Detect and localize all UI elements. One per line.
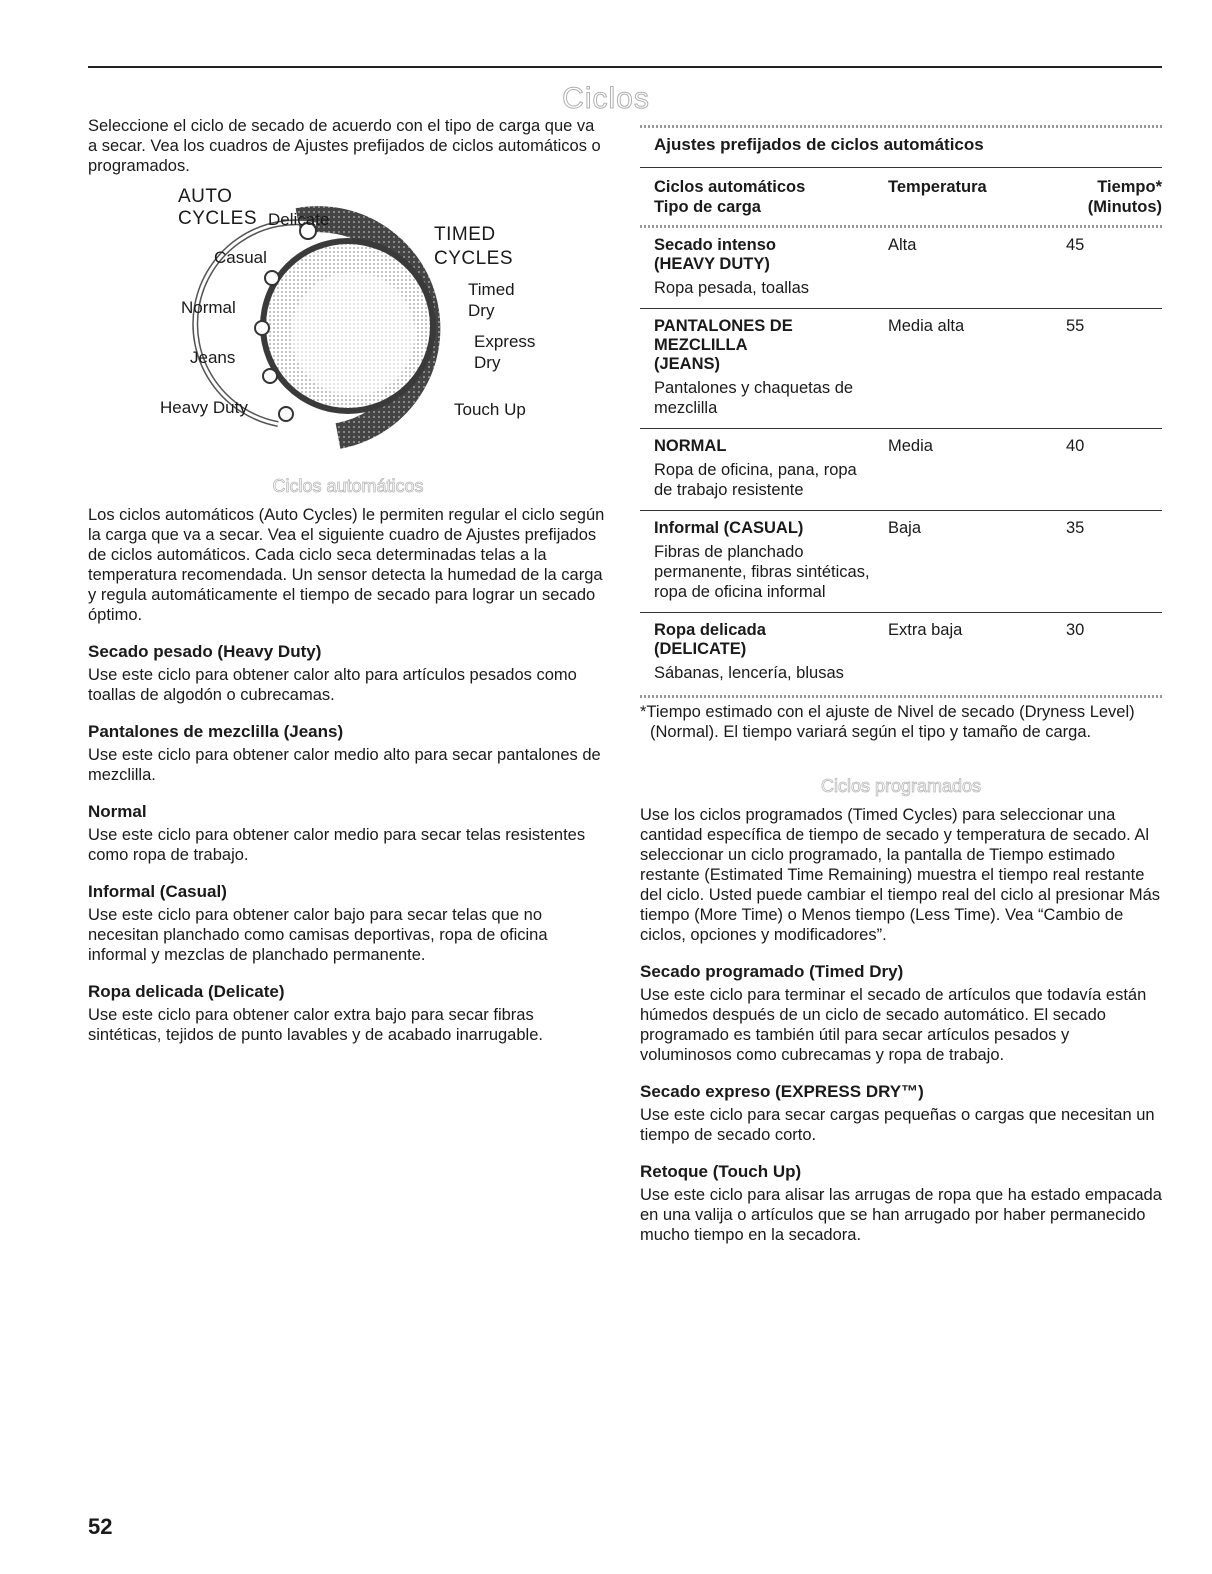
section-body: Use este ciclo para obtener calor bajo para secar telas que no necesitan planchado como camisas deportivas, ropa de oficina informal y mezclas de planchado permanente.: [88, 906, 548, 964]
dial-label-timed-dry-1: Timed: [468, 280, 515, 299]
row-description: Pantalones y chaquetas de mezclilla: [654, 379, 854, 417]
row-name: PANTALONES DE: [654, 317, 793, 335]
section-title: Secado programado (Timed Dry): [640, 962, 904, 981]
row-description: Ropa pesada, toallas: [654, 279, 810, 297]
row-name: NORMAL: [654, 437, 727, 455]
dial-label-touch-up: Touch Up: [454, 400, 526, 419]
dial-label-timed-dry-2: Dry: [468, 301, 495, 320]
dial-label-auto: AUTO: [178, 186, 233, 207]
section-jeans: [88, 721, 608, 785]
header-load-type: Tipo de carga: [654, 198, 761, 216]
table-row: [640, 228, 1162, 309]
section-body: Use este ciclo para terminar el secado de artículos que todavía están húmedos después de un ciclo de secado automático. El secado programado es también útil para secar artículos pesados y voluminosos como cubrecamas y ropa de trabajo.: [640, 986, 1147, 1064]
dial-label-delicate: Delicate: [268, 210, 330, 229]
section-casual: [88, 881, 608, 965]
section-body: Use este ciclo para obtener calor medio para secar telas resistentes como ropa de trabajo.: [88, 826, 586, 864]
table-row: [640, 613, 1162, 693]
section-title: Normal: [88, 802, 147, 821]
auto-cycles-body: Los ciclos automáticos (Auto Cycles) le permiten regular el ciclo según la carga que va a secar. Vea el siguiente cuadro de Ajustes prefijados de ciclos automáticos. Cada ciclo seca determinadas telas a la temperatura recomendada. Un sensor detecta la humedad de la carga y regula automáticamente el tiempo de secado para lograr un secado óptimo.: [88, 506, 605, 624]
cycle-dial-illustration: [148, 186, 548, 456]
section-body: Use este ciclo para obtener calor extra bajo para secar fibras sintéticas, tejidos de punto lavables y de acabado inarrugable.: [88, 1006, 543, 1044]
table-top-dotted-rule: [640, 125, 1162, 128]
section-normal: [88, 801, 608, 865]
header-minutes: (Minutos): [1087, 198, 1162, 216]
section-title: Informal (Casual): [88, 882, 227, 901]
dial-label-cycles: CYCLES: [178, 208, 258, 229]
dial-label-jeans: Jeans: [190, 348, 236, 367]
row-name: Ropa delicada: [654, 621, 766, 639]
row-temperature: Alta: [888, 236, 917, 254]
dial-label-normal: Normal: [181, 298, 236, 317]
section-title: Pantalones de mezclilla (Jeans): [88, 722, 344, 741]
section-body: Use este ciclo para obtener calor medio alto para secar pantalones de mezclilla.: [88, 746, 601, 784]
row-name-2: (HEAVY DUTY): [654, 255, 770, 273]
left-column: [88, 116, 608, 1045]
dial-label-express-1: Express: [474, 332, 536, 351]
row-time: 35: [1066, 519, 1085, 537]
section-body: Use este ciclo para secar cargas pequeñas o cargas que necesitan un tiempo de secado corto.: [640, 1106, 1155, 1144]
dial-label-express-2: Dry: [474, 353, 501, 372]
section-heavy-duty: [88, 641, 608, 705]
dial-label-casual: Casual: [214, 248, 267, 267]
section-title: Retoque (Touch Up): [640, 1162, 802, 1181]
dial-label-timed-cycles: CYCLES: [434, 248, 514, 269]
row-temperature: Media alta: [888, 317, 965, 335]
row-temperature: Baja: [888, 519, 922, 537]
row-description: Fibras de planchado permanente, fibras sintéticas, ropa de oficina informal: [654, 543, 870, 601]
section-touch-up: [640, 1161, 1162, 1245]
row-temperature: Extra baja: [888, 621, 963, 639]
timed-cycles-body: Use los ciclos programados (Timed Cycles) para seleccionar una cantidad específica de tiempo de secado y temperatura de secado. Al seleccionar un ciclo programado, la pantalla de Tiempo estimado restante (Estimated Time Remaining) muestra el tiempo real restante del ciclo. Usted puede cambiar el tiempo real del ciclo al presionar Más tiempo (More Time) o Menos tiempo (Less Time). Vea “Cambio de ciclos, opciones y modificadores”.: [640, 806, 1160, 944]
dial-label-heavy-duty: Heavy Duty: [160, 398, 248, 417]
row-description: Ropa de oficina, pana, ropa de trabajo resistente: [654, 461, 857, 499]
row-time: 40: [1066, 437, 1085, 455]
header-cycles: Ciclos automáticos: [654, 178, 806, 196]
intro-text: Seleccione el ciclo de secado de acuerdo con el tipo de carga que va a secar. Vea los cuadros de Ajustes prefijados de ciclos automáticos o programados.: [88, 117, 601, 175]
header-time: Tiempo*: [1097, 178, 1162, 196]
page-number: 52: [88, 1514, 113, 1539]
row-name-2: MEZCLILLA: [654, 336, 748, 354]
dial-label-timed: TIMED: [434, 224, 496, 245]
table-title: Ajustes prefijados de ciclos automáticos: [654, 135, 984, 154]
section-title: Secado pesado (Heavy Duty): [88, 642, 322, 661]
row-description: Sábanas, lencería, blusas: [654, 664, 844, 682]
right-column: [640, 116, 1162, 1245]
auto-cycles-heading: Ciclos automáticos: [272, 476, 424, 496]
table-header: [640, 167, 1162, 225]
section-body: Use este ciclo para alisar las arrugas de ropa que ha estado empacada en una valija o artículos que se han arrugado por haber permanecido mucho tiempo en la secadora.: [640, 1186, 1162, 1244]
section-body: Use este ciclo para obtener calor alto para artículos pesados como toallas de algodón o cubrecamas.: [88, 666, 577, 704]
section-delicate: [88, 981, 608, 1045]
page-title: Ciclos: [562, 82, 650, 115]
timed-cycles-heading: Ciclos programados: [820, 776, 982, 796]
row-temperature: Media: [888, 437, 933, 455]
row-name: Secado intenso: [654, 236, 776, 254]
section-title: Secado expreso (EXPRESS DRY™): [640, 1082, 924, 1101]
header-temperature: Temperatura: [888, 178, 987, 196]
row-time: 45: [1066, 236, 1085, 254]
table-row: [640, 429, 1162, 511]
row-time: 55: [1066, 317, 1085, 335]
table-row: [640, 309, 1162, 429]
top-rule: [88, 66, 1162, 68]
row-name: Informal (CASUAL): [654, 519, 804, 537]
table-footnote: *Tiempo estimado con el ajuste de Nivel de secado (Dryness Level) (Normal). El tiempo variará según el tipo y tamaño de carga.: [640, 703, 1135, 741]
row-name-3: (JEANS): [654, 355, 721, 373]
section-timed-dry: [640, 961, 1162, 1065]
table-row: [640, 511, 1162, 613]
section-title: Ropa delicada (Delicate): [88, 982, 285, 1001]
section-express-dry: [640, 1081, 1162, 1145]
row-name-2: (DELICATE): [654, 640, 747, 658]
table-bottom-dotted-rule: [640, 695, 1162, 698]
row-time: 30: [1066, 621, 1085, 639]
